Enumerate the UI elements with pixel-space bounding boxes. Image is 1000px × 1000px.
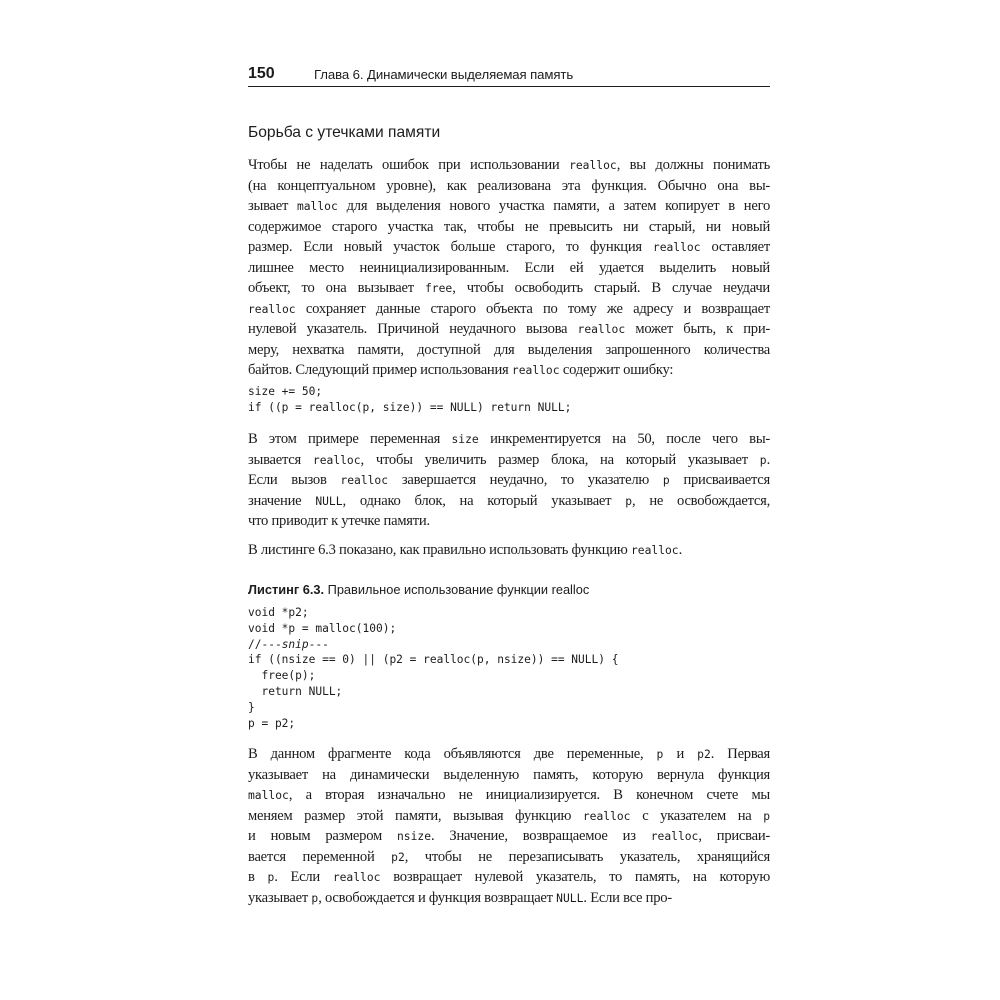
text-line [248,785,770,806]
text-line [248,888,770,909]
text-line [248,340,770,361]
inline-code: p2 [697,748,711,761]
text-run: что приводит к утечке памяти. [248,513,430,529]
inline-code: realloc [650,830,699,843]
text-run: . [766,451,770,468]
text-run: , а вторая изначально не инициализируется. В конечном счете мы [288,787,770,803]
paragraph-listing-intro [248,540,770,561]
text-run: , освобождается и функция возвращает [318,889,557,906]
code-line: void *p2; [248,606,309,619]
text-run: сохраняет данные старого объекта по тому же адресу и возвращает [295,300,770,317]
comment-suffix: --- [308,637,329,651]
text-run: , чтобы освободить старый. В случае неудачи [452,280,770,296]
code-line: if ((p = realloc(p, size)) == NULL) return NULL; [248,400,572,414]
listing-caption [248,581,589,599]
text-run: инкрементируется на 50, после чего вы- [478,431,770,447]
text-run: . Если все про- [583,889,672,906]
text-run: указывает [248,889,312,906]
section-title: Борьба с утечками памяти [248,124,441,141]
inline-code: realloc [332,871,381,884]
inline-code: realloc [248,302,296,316]
text-run: содержимое старого участка так, чтобы не превысить ни старый, ни новый [248,218,770,235]
text-run: Если вызов [248,472,341,488]
text-run: содержит ошибку: [559,362,674,378]
text-run: , чтобы увеличить размер блока, на который указывает [360,451,760,468]
text-run: может быть, к при- [625,321,771,337]
text-line [248,847,770,868]
text-run: размер. Если новый участок больше старого, то функция [248,239,653,255]
text-run: . [678,542,682,558]
text-line [248,155,770,176]
text-run: , присваи- [698,828,771,844]
text-line [248,491,770,512]
text-run: зывает [248,198,297,214]
text-line [248,806,770,827]
listing-caption-label: Листинг 6.3. [248,582,325,597]
text-run: объект, то она вызывает [248,280,425,296]
text-line [248,237,770,258]
text-run: В данном фрагменте кода объявляются две переменные, [248,746,657,762]
inline-code: p [625,494,633,508]
text-line [248,470,770,491]
inline-code: realloc [630,544,679,557]
text-run: нулевой указатель. Причиной неудачного вызова [248,321,578,337]
page-number: 150 [248,65,275,82]
text-run: с указателем на [630,807,764,824]
running-header [248,60,770,87]
inline-code: malloc [296,200,338,213]
inline-code: p2 [391,850,405,864]
text-run: присваивается [669,472,770,488]
text-run: В этом примере переменная [248,431,452,447]
code-line-snip [248,637,618,653]
inline-code: nsize [396,830,431,843]
inline-code: NULL [315,494,343,508]
text-run: , чтобы не перезаписывать указатель, хранящийся [404,848,770,865]
text-line [248,278,770,299]
text-run: в [248,869,268,885]
paragraph-leak-explanation [248,429,770,532]
text-line [248,258,770,279]
text-line [248,511,770,532]
text-run: возвращает нулевой указатель, то память, на которую [380,869,770,885]
text-run: для выделения нового участка памяти, а затем копирует в него [337,198,770,214]
text-line [248,867,770,888]
inline-code: realloc [511,364,560,377]
code-line: } [248,700,255,714]
text-run: зывается [248,451,313,468]
inline-code: p [662,474,670,487]
inline-code: free [424,282,453,295]
chapter-running-head: Глава 6. Динамически выделяемая память [314,67,574,82]
text-line [248,176,770,197]
text-line [248,360,770,381]
text-line [248,450,770,471]
listing-code [248,605,618,731]
code-line: p = p2; [248,716,296,730]
text-run: указывает на динамически выделенную память, которую вернула функция [248,766,770,783]
comment-prefix: //--- [248,637,282,651]
inline-code: realloc [652,241,701,254]
text-run: и [663,746,698,762]
text-line [248,744,770,765]
inline-code: p [763,809,770,823]
inline-code: NULL [556,891,584,905]
text-run: лишнее место неинициализированным. Если ей удается выделить новый [248,259,770,276]
text-run: , не освобождается, [632,492,770,509]
inline-code: p [656,748,664,761]
text-line [248,540,770,561]
text-run: В листинге 6.3 показано, как правильно использовать функцию [248,542,631,558]
text-run: , вы должны понимать [616,157,771,173]
text-run: байтов. Следующий пример использования [248,362,512,378]
paragraph-intro [248,155,770,381]
text-run: Чтобы не наделать ошибок при использовании [248,157,570,173]
text-run: оставляет [700,239,770,255]
text-run: меру, нехватка памяти, доступной для выделения запрошенного количества [248,341,770,358]
code-line: if ((nsize == 0) || (p2 = realloc(p, nsize)) == NULL) { [248,653,619,667]
text-line [248,196,770,217]
text-run: . Если [274,869,333,885]
inline-code: realloc [340,474,389,487]
code-line: free(p); [248,669,316,683]
code-line: void *p = malloc(100); [248,621,397,635]
inline-code: realloc [312,453,361,467]
listing-caption-text: Правильное использование функции realloc [324,582,590,597]
text-run: (на концептуальном уровне), как реализована эта функция. Обычно она вы- [248,177,770,194]
text-line [248,826,770,847]
text-run: меняем размер этой памяти, вызывая функцию [248,807,583,824]
text-run: вается переменной [248,848,392,865]
inline-code: realloc [569,159,617,172]
inline-code: p [267,871,275,884]
snip-word: snip [281,637,309,651]
text-line [248,765,770,786]
text-line [248,217,770,238]
text-run: . Первая [710,746,770,762]
inline-code: p [311,891,319,905]
inline-code: size [451,433,479,446]
text-line [248,319,770,340]
text-run: значение [248,492,316,509]
text-run: и новым размером [248,828,397,844]
inline-code: realloc [582,809,631,823]
inline-code: malloc [248,789,289,802]
code-example [248,384,571,416]
text-run: завершается неудачно, то указателю [388,472,663,488]
paragraph-listing-explanation [248,744,770,908]
inline-code: p [759,453,767,467]
text-line [248,429,770,450]
text-run: . Значение, возвращаемое из [431,828,651,844]
text-line [248,299,770,320]
inline-code: realloc [577,323,626,336]
code-line: return NULL; [248,684,343,698]
text-run: , однако блок, на который указывает [342,492,626,509]
code-line: size += 50; [248,385,323,398]
